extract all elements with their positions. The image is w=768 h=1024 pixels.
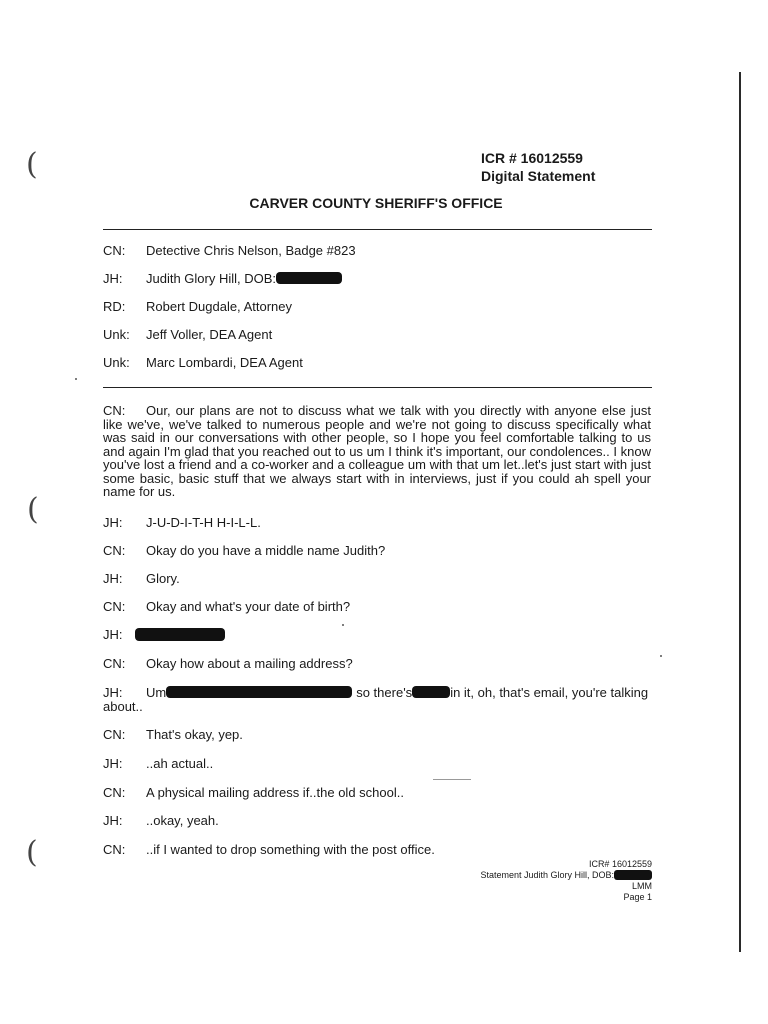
participant-description: Jeff Voller, DEA Agent [146, 327, 273, 342]
footer-icr: ICR# 16012559 [588, 859, 652, 869]
dialogue-line [103, 628, 652, 644]
dialogue-line [103, 544, 652, 560]
statement-text: ..ah actual.. [146, 756, 214, 771]
participant-code: RD: [103, 299, 126, 314]
speaker-code: CN: [103, 543, 126, 558]
speaker-code: JH: [103, 756, 123, 771]
statement-text: ..if I wanted to drop something with the post office. [146, 842, 435, 857]
statement-text: Okay and what's your date of birth? [146, 599, 351, 614]
statement-text: A physical mailing address if..the old school.. [146, 785, 404, 800]
participant-description: Detective Chris Nelson, Badge #823 [146, 243, 356, 258]
statement-text: Okay how about a mailing address? [146, 656, 353, 671]
statement-text: ..okay, yeah. [146, 813, 219, 828]
document-header-id [481, 149, 595, 185]
statement-text: Okay do you have a middle name Judith? [146, 543, 386, 558]
statement-text: Our, our plans are not to discuss what we talk with you directly with anyone else just like we've, we've talked to numerous people and we're not going to discuss specifically what was said in our conversations with other people, so I hope you feel comfortable talking to us and again I'm glad that you reached out to us um I think it's important, our condolences.. I know you've lost a friend and a co-worker and a colleague um with that um let..let's just start with just some basic, basic stuff that we always start with in interviews, just if you could ah spell your name for us. [103, 403, 651, 499]
punch-hole-mark: ( [26, 835, 38, 870]
participant-code: Unk: [103, 355, 130, 370]
speaker-code: JH: [103, 515, 123, 530]
redacted-answer [135, 628, 225, 643]
scan-speck [342, 624, 344, 626]
participant-row [103, 328, 652, 344]
punch-hole-mark: ( [26, 147, 38, 182]
participant-description: Marc Lombardi, DEA Agent [146, 355, 303, 370]
document-type: Digital Statement [481, 168, 596, 184]
speaker-code: JH: [103, 571, 123, 586]
statement-fragment: Um [146, 685, 167, 700]
dialogue-line [103, 600, 652, 616]
page-number: Page 1 [623, 892, 652, 902]
dialogue-line [103, 516, 652, 532]
speaker-code: CN: [103, 656, 126, 671]
dialogue-line [103, 843, 652, 859]
speaker-code: JH: [103, 813, 123, 828]
icr-number: ICR # 16012559 [481, 150, 583, 166]
participants-divider [103, 387, 652, 388]
footer-initials: LMM [632, 881, 652, 891]
office-title: CARVER COUNTY SHERIFF'S OFFICE [249, 195, 503, 211]
speaker-code: JH: [103, 685, 123, 700]
punch-hole-mark: ( [27, 492, 39, 527]
speaker-code: CN: [103, 599, 126, 614]
redaction-bar [166, 686, 352, 698]
participant-name: Judith Glory Hill, DOB: [146, 271, 277, 286]
footer-statement [470, 870, 652, 881]
redaction-bar [412, 686, 450, 698]
scan-speck [75, 378, 77, 380]
statement-text: J-U-D-I-T-H H-I-L-L. [146, 515, 261, 530]
scan-stroke [433, 779, 471, 780]
speaker-code: CN: [103, 403, 126, 418]
footer-statement-text: Statement Judith Glory Hill, DOB: [480, 870, 614, 880]
dialogue-line [103, 572, 652, 588]
dialogue-continuation: about.. [103, 699, 143, 714]
participant-code: JH: [103, 271, 123, 286]
participant-code: CN: [103, 243, 126, 258]
dialogue-line [103, 728, 652, 744]
transcript-paragraph [103, 404, 651, 499]
participant-row [103, 356, 652, 372]
page-footer [470, 859, 652, 903]
speaker-code: CN: [103, 727, 126, 742]
dialogue-line [103, 657, 652, 673]
statement-fragment: in it, oh, that's email, you're talking [450, 685, 649, 700]
participant-code: Unk: [103, 327, 130, 342]
participant-description [146, 272, 342, 286]
participant-row [103, 300, 652, 316]
header-divider [103, 229, 652, 230]
speaker-code: CN: [103, 842, 126, 857]
dialogue-line [103, 814, 652, 830]
speaker-code: JH: [103, 627, 123, 642]
statement-text: That's okay, yep. [146, 727, 243, 742]
statement-text: Glory. [146, 571, 180, 586]
speaker-code: CN: [103, 785, 126, 800]
dialogue-line [103, 786, 652, 802]
redaction-bar [614, 870, 652, 880]
statement-fragment: so there's [356, 685, 413, 700]
participant-row [103, 244, 652, 260]
participant-description: Robert Dugdale, Attorney [146, 299, 292, 314]
scan-speck [660, 655, 662, 657]
redaction-bar [135, 628, 225, 641]
redaction-bar [276, 272, 342, 284]
dialogue-line [103, 757, 652, 773]
statement-text [146, 686, 648, 700]
participant-row [103, 272, 652, 288]
